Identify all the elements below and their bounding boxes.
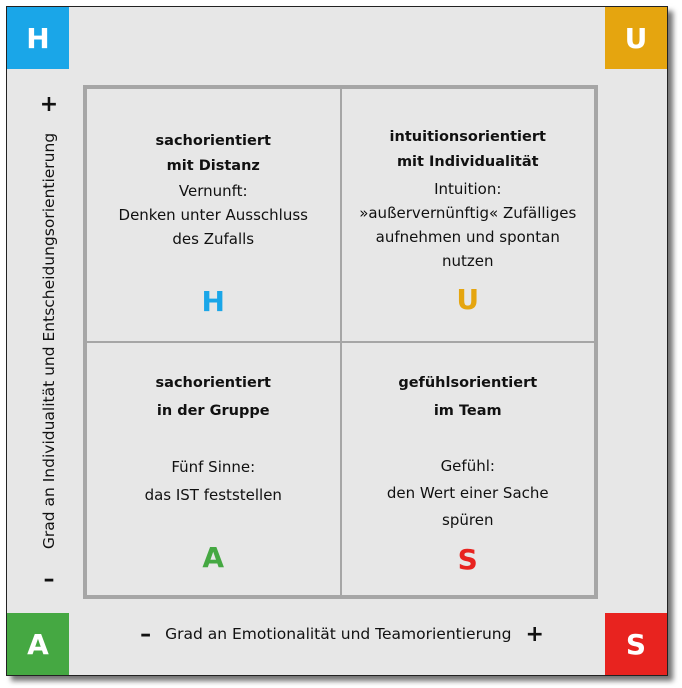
quadrant-letter-h: H	[201, 285, 225, 318]
quadrant-letter-s: S	[457, 543, 478, 576]
diagram-frame	[6, 6, 668, 676]
heading-line: in der Gruppe	[156, 403, 270, 419]
description-line: Gefühl:	[440, 457, 495, 475]
y-axis-label: Grad an Individualität und Entscheidungsorientierung	[40, 132, 58, 550]
corner-letter-u: U	[624, 21, 648, 55]
heading-line: sachorientiert	[155, 375, 271, 391]
heading-line: im Team	[433, 403, 502, 419]
quadrant-u	[341, 88, 596, 342]
heading-line: intuitionsorientiert	[389, 129, 546, 145]
corner-letter-s: S	[625, 627, 647, 661]
description-line: Vernunft:	[178, 182, 248, 200]
description-line: den Wert einer Sache	[386, 484, 549, 502]
x-axis-plus: +	[525, 621, 544, 647]
quadrant-description	[342, 177, 595, 273]
quadrant-heading	[87, 371, 340, 424]
quadrant-description	[87, 179, 340, 251]
heading-line: mit Distanz	[166, 158, 260, 174]
heading-line: sachorientiert	[155, 133, 271, 149]
description-line: aufnehmen und spontan	[375, 228, 560, 246]
description-line: Denken unter Ausschluss	[118, 206, 308, 224]
quadrant-heading	[87, 129, 340, 179]
heading-line: gefühlsorientiert	[398, 375, 538, 391]
quadrant-heading	[342, 371, 595, 424]
y-axis-minus: –	[43, 567, 55, 592]
description-line: spüren	[442, 511, 494, 529]
quadrant-heading	[342, 125, 595, 175]
quadrant-a	[86, 342, 341, 596]
description-line: Fünf Sinne:	[171, 458, 256, 476]
quadrant-letter-a: A	[202, 541, 225, 574]
y-axis-plus: +	[39, 92, 59, 117]
description-line: nutzen	[441, 252, 494, 270]
quadrant-description	[87, 453, 340, 509]
quadrant-s	[341, 342, 596, 596]
corner-letter-h: H	[26, 21, 50, 55]
quadrant-grid	[83, 85, 598, 599]
corner-badge-u	[605, 7, 667, 69]
x-axis	[117, 619, 567, 649]
x-axis-label: Grad an Emotionalität und Teamorientierung	[165, 625, 512, 643]
corner-badge-h	[7, 7, 69, 69]
description-line: Intuition:	[434, 180, 502, 198]
corner-badge-a	[7, 613, 69, 675]
description-line: »außervernünftig« Zufälliges	[359, 204, 577, 222]
quadrant-letter-u: U	[456, 283, 480, 316]
x-axis-minus: –	[140, 621, 152, 647]
corner-badge-s	[605, 613, 667, 675]
description-line: das IST feststellen	[144, 486, 282, 504]
quadrant-description	[342, 453, 595, 534]
quadrant-h	[86, 88, 341, 342]
corner-letter-a: A	[27, 627, 49, 661]
description-line: des Zufalls	[172, 230, 255, 248]
heading-line: mit Individualität	[396, 154, 539, 170]
